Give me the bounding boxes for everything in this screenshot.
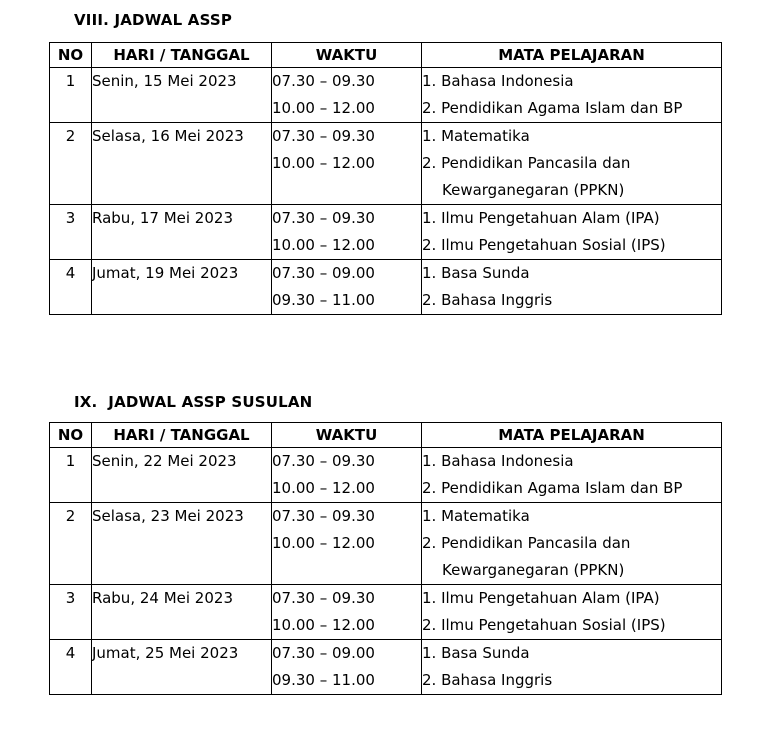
table-row — [50, 640, 722, 695]
row-number: 3 — [65, 209, 76, 227]
row-time: 10.00 – 12.00 — [272, 154, 375, 172]
row-time: 07.30 – 09.30 — [272, 589, 375, 607]
row-subject: 2. Pendidikan Pancasila dan — [422, 154, 631, 172]
row-day: Jumat, 19 Mei 2023 — [92, 264, 239, 282]
schedule-table-assp-susulan — [49, 422, 722, 695]
row-day: Selasa, 23 Mei 2023 — [92, 507, 244, 525]
row-number: 2 — [65, 127, 76, 145]
header-time: WAKTU — [272, 423, 422, 448]
row-time: 07.30 – 09.30 — [272, 127, 375, 145]
row-subject: 1. Matematika — [422, 507, 530, 525]
header-day: HARI / TANGGAL — [92, 43, 272, 68]
row-time: 09.30 – 11.00 — [272, 671, 375, 689]
row-time: 10.00 – 12.00 — [272, 616, 375, 634]
header-subject: MATA PELAJARAN — [422, 43, 722, 68]
row-number: 2 — [65, 507, 76, 525]
row-subject: 1. Bahasa Indonesia — [422, 72, 574, 90]
row-day: Senin, 15 Mei 2023 — [92, 72, 237, 90]
row-day: Selasa, 16 Mei 2023 — [92, 127, 244, 145]
header-subject: MATA PELAJARAN — [422, 423, 722, 448]
row-subject-continuation: Kewarganegaran (PPKN) — [442, 561, 625, 579]
row-number: 1 — [65, 452, 76, 470]
row-number: 3 — [65, 589, 76, 607]
row-subject: 2. Bahasa Inggris — [422, 671, 553, 689]
row-subject: 2. Pendidikan Agama Islam dan BP — [422, 479, 683, 497]
row-subject: 2. Bahasa Inggris — [422, 291, 553, 309]
table-header-row — [50, 423, 722, 448]
row-day: Senin, 22 Mei 2023 — [92, 452, 237, 470]
header-time: WAKTU — [272, 43, 422, 68]
row-time: 07.30 – 09.30 — [272, 72, 375, 90]
row-number: 4 — [65, 264, 76, 282]
row-subject: 2. Ilmu Pengetahuan Sosial (IPS) — [422, 616, 666, 634]
table-row — [50, 68, 722, 123]
row-time: 07.30 – 09.30 — [272, 507, 375, 525]
row-subject: 1. Basa Sunda — [422, 644, 530, 662]
row-time: 07.30 – 09.30 — [272, 209, 375, 227]
row-subject: 1. Matematika — [422, 127, 530, 145]
row-day: Jumat, 25 Mei 2023 — [92, 644, 239, 662]
row-subject: 2. Pendidikan Agama Islam dan BP — [422, 99, 683, 117]
header-day: HARI / TANGGAL — [92, 423, 272, 448]
schedule-table-assp — [49, 42, 722, 315]
table-row — [50, 205, 722, 260]
row-day: Rabu, 24 Mei 2023 — [92, 589, 233, 607]
table-row — [50, 503, 722, 585]
table-row — [50, 123, 722, 205]
row-number: 1 — [65, 72, 76, 90]
row-time: 07.30 – 09.30 — [272, 452, 375, 470]
row-subject: 1. Basa Sunda — [422, 264, 530, 282]
row-subject-continuation: Kewarganegaran (PPKN) — [442, 181, 625, 199]
header-no: NO — [50, 423, 92, 448]
row-day: Rabu, 17 Mei 2023 — [92, 209, 233, 227]
row-time: 07.30 – 09.00 — [272, 264, 375, 282]
row-time: 10.00 – 12.00 — [272, 479, 375, 497]
row-time: 10.00 – 12.00 — [272, 236, 375, 254]
table-header-row — [50, 43, 722, 68]
row-subject: 2. Pendidikan Pancasila dan — [422, 534, 631, 552]
section-title-jadwal-assp-susulan: IX. JADWAL ASSP SUSULAN — [74, 393, 313, 411]
row-subject: 1. Ilmu Pengetahuan Alam (IPA) — [422, 589, 660, 607]
table-row — [50, 585, 722, 640]
section-title-jadwal-assp: VIII. JADWAL ASSP — [74, 11, 233, 29]
row-time: 07.30 – 09.00 — [272, 644, 375, 662]
table-row — [50, 260, 722, 315]
row-time: 10.00 – 12.00 — [272, 99, 375, 117]
row-number: 4 — [65, 644, 76, 662]
row-subject: 1. Bahasa Indonesia — [422, 452, 574, 470]
row-time: 09.30 – 11.00 — [272, 291, 375, 309]
row-subject: 2. Ilmu Pengetahuan Sosial (IPS) — [422, 236, 666, 254]
row-time: 10.00 – 12.00 — [272, 534, 375, 552]
table-row — [50, 448, 722, 503]
row-subject: 1. Ilmu Pengetahuan Alam (IPA) — [422, 209, 660, 227]
header-no: NO — [50, 43, 92, 68]
